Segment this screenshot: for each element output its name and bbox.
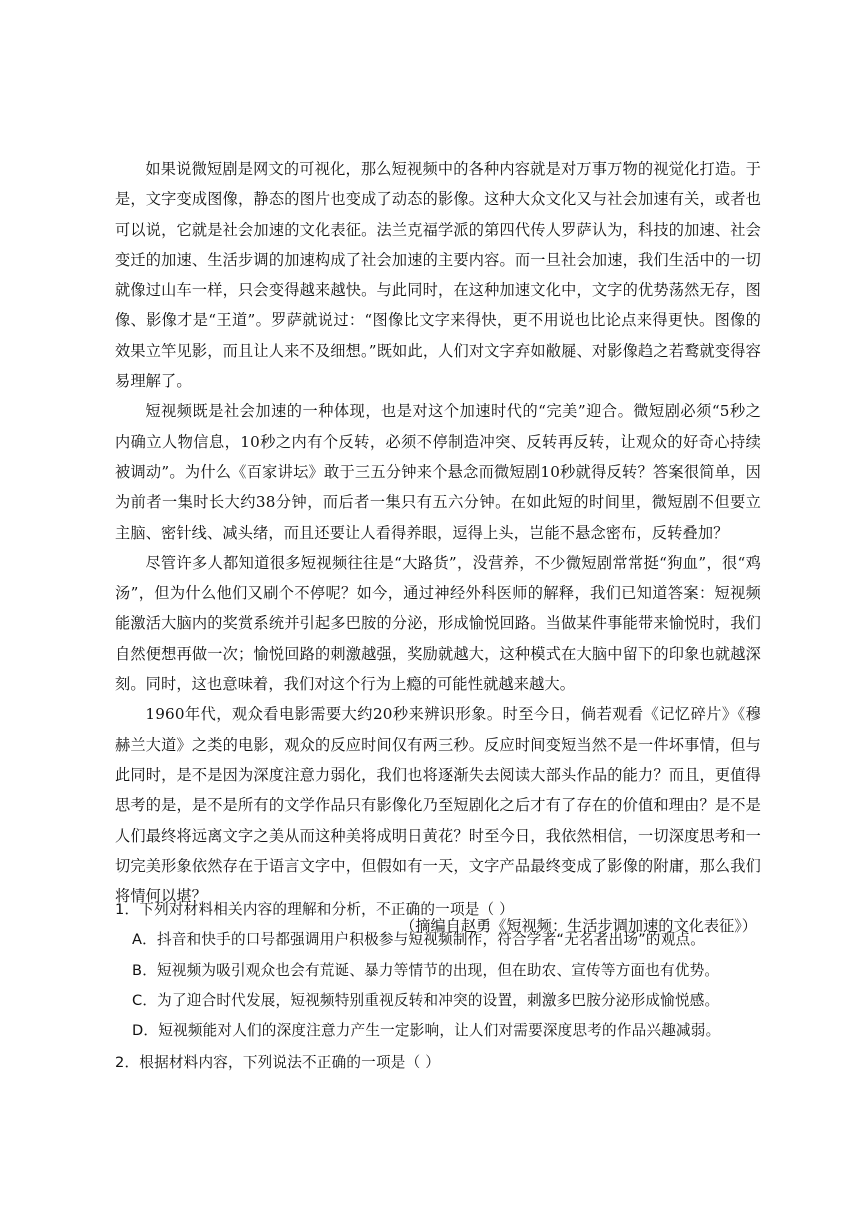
article-paragraph-3: 尽管许多人都知道很多短视频往往是“大路货”，没营养，不少微短剧常常挺“狗血”，很“鸡汤”，但为什么他们又刷个不停呢？如今，通过神经外科医师的解释，我们已知道答案：短视频能激活大脑内的奖赏系统并引起多巴胺的分泌，形成愉悦回路。当做某件事能带来愉悦时，我们自然便想再做一次；愉悦回路的刺激越强，奖励就越大，这种模式在大脑中留下的印象也就越深刻。同时，这也意味着，我们对这个行为上瘾的可能性就越来越大。 [115,553,761,694]
question-1-option-c: C．为了迎合时代发展，短视频特别重视反转和冲突的设置，刺激多巴胺分泌形成愉悦感。 [132,991,720,1009]
article-paragraph-1: 如果说微短剧是网文的可视化，那么短视频中的各种内容就是对万事万物的视觉化打造。于是，文字变成图像，静态的图片也变成了动态的影像。这种大众文化又与社会加速有关，或者也可以说，它就是社会加速的文化表征。法兰克福学派的第四代传人罗萨认为，科技的加速、社会变迁的加速、生活步调的加速构成了社会加速的主要内容。而一旦社会加速，我们生活中的一切就像过山车一样，只会变得越来越快。与此同时，在这种加速文化中，文字的优势荡然无存，图像、影像才是“王道”。罗萨就说过：“图像比文字来得快，更不用说也比论点来得更快。图像的效果立竿见影，而且让人来不及细想。”既如此，人们对文字弃如敝屣、对影像趋之若鹜就变得容易理解了。 [115,160,761,391]
question-1-stem: 1．下列对材料相关内容的理解和分析，不正确的一项是（ ） [115,901,514,918]
question-1-option-b: B．短视频为吸引观众也会有荒诞、暴力等情节的出现，但在助农、宣传等方面也有优势。 [132,961,720,979]
question-1-option-a: A．抖音和快手的口号都强调用户积极参与短视频制作，符合学者“无名者出场”的观点。 [132,931,706,949]
article-body [115,154,761,942]
question-2-stem: 2．根据材料内容，下列说法不正确的一项是（ ） [115,1054,440,1072]
article-paragraph-4: 1960年代，观众看电影需要大约20秒来辨识形象。时至今日，倘若观看《记忆碎片》《穆赫兰大道》之类的电影，观众的反应时间仅有两三秒。反应时间变短当然不是一件坏事情，但与此同时，是不是因为深度注意力弱化，我们也将逐渐失去阅读大部头作品的能力？而且，更值得思考的是，是不是所有的文学作品只有影像化乃至短剧化之后才有了存在的价值和理由？是不是人们最终将远离文字之美从而这种美将成明日黄花？时至今日，我依然相信，一切深度思考和一切完美形象依然存在于语言文字中，但假如有一天，文字产品最终变成了影像的附庸，那么我们将情何以堪？ [115,705,761,906]
article-paragraph-2: 短视频既是社会加速的一种体现，也是对这个加速时代的“完美”迎合。微短剧必须“5秒之内确立人物信息，10秒之内有个反转，必须不停制造冲突、反转再反转，让观众的好奇心持续被调动”。为什么《百家讲坛》敢于三五分钟来个悬念而微短剧10秒就得反转？答案很简单，因为前者一集时长大约38分钟，而后者一集只有五六分钟。在如此短的时间里，微短剧不但要立主脑、密针线、减头绪，而且还要让人看得养眼，逗得上头，岂能不悬念密布，反转叠加？ [115,402,761,542]
questions-section [115,895,765,1079]
article-source-citation: （摘编自赵勇《短视频：生活步调加速的文化表征》） [400,917,757,936]
question-1-option-d: D．短视频能对人们的深度注意力产生一定影响，让人们对需要深度思考的作品兴趣减弱。 [132,1022,721,1040]
